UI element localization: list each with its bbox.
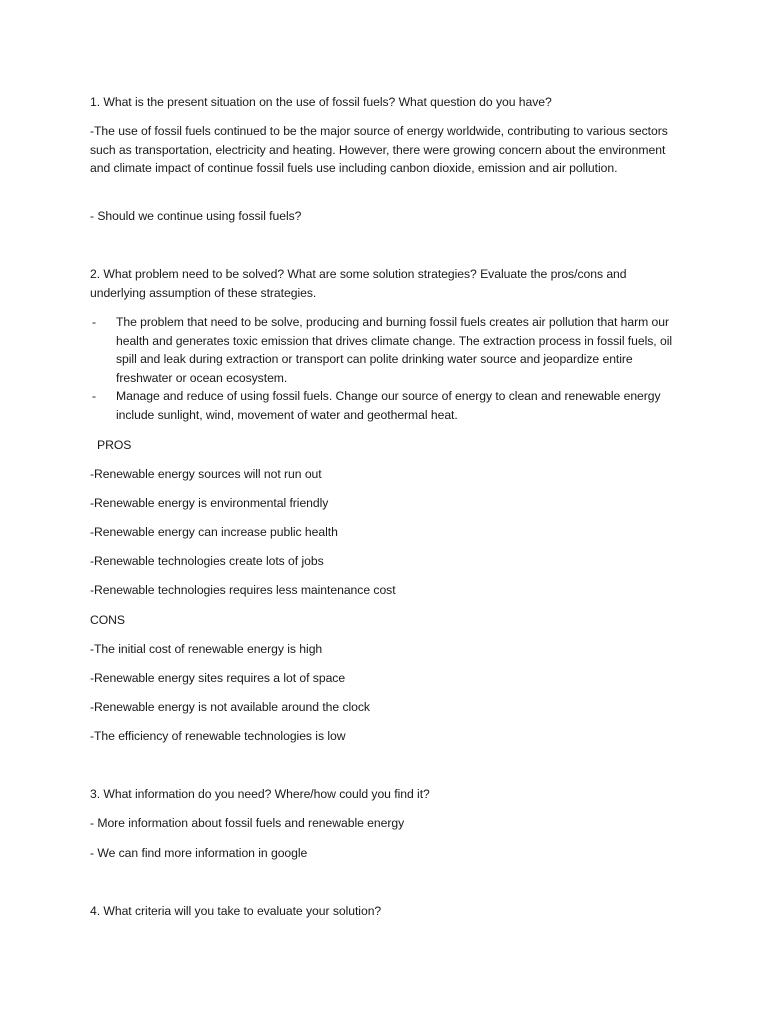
bullet-text: The problem that need to be solve, producing and burning fossil fuels creates air pollution that harm our health and generates toxic emission that drives climate change. The extraction process in fossil fuels, oil spill and leak during extraction or transport can polite drinking water source and jeopardize entire freshwater or ocean ecosystem. bbox=[116, 315, 673, 385]
answer-3-item: - More information about fossil fuels and renewable energy bbox=[90, 816, 405, 830]
pros-item: -Renewable energy sources will not run out bbox=[90, 467, 322, 481]
answer-1: -The use of fossil fuels continued to be the major source of energy worldwide, contributing to various sectors such as transportation, electricity and heating. However, there were growing concern about the environment and climate impact of continue fossil fuels use including canbon dioxide, emission and air pollution. bbox=[90, 124, 668, 176]
answer-3-item: - We can find more information in google bbox=[90, 846, 308, 860]
question-3: 3. What information do you need? Where/how could you find it? bbox=[90, 787, 430, 801]
cons-item: -The initial cost of renewable energy is high bbox=[90, 642, 323, 656]
cons-heading: CONS bbox=[90, 613, 126, 627]
pros-item: -Renewable technologies requires less maintenance cost bbox=[90, 583, 396, 597]
cons-item: -The efficiency of renewable technologies is low bbox=[90, 729, 346, 743]
cons-item: -Renewable energy is not available around the clock bbox=[90, 700, 370, 714]
solution-bullet-list bbox=[90, 313, 680, 425]
cons-item: -Renewable energy sites requires a lot of space bbox=[90, 671, 346, 685]
list-item bbox=[90, 313, 680, 387]
pros-heading: PROS bbox=[97, 438, 132, 452]
bullet-marker: - bbox=[92, 315, 97, 329]
bullet-marker: - bbox=[92, 389, 97, 404]
pros-item: -Renewable energy is environmental friendly bbox=[90, 496, 329, 510]
pros-item: -Renewable energy can increase public health bbox=[90, 525, 338, 539]
question-2: 2. What problem need to be solved? What are some solution strategies? Evaluate the pros/cons and underlying assumption of these strategies. bbox=[90, 267, 627, 300]
bullet-text: Manage and reduce of using fossil fuels. Change our source of energy to clean and renewable energy include sunlight, wind, movement of water and geothermal heat. bbox=[116, 389, 661, 422]
question-4: 4. What criteria will you take to evaluate your solution? bbox=[90, 904, 382, 918]
pros-item: -Renewable technologies create lots of jobs bbox=[90, 554, 324, 568]
answer-1-follow-up: - Should we continue using fossil fuels? bbox=[90, 209, 302, 223]
question-1: 1. What is the present situation on the use of fossil fuels? What question do you have? bbox=[90, 95, 552, 109]
list-item bbox=[90, 387, 680, 424]
